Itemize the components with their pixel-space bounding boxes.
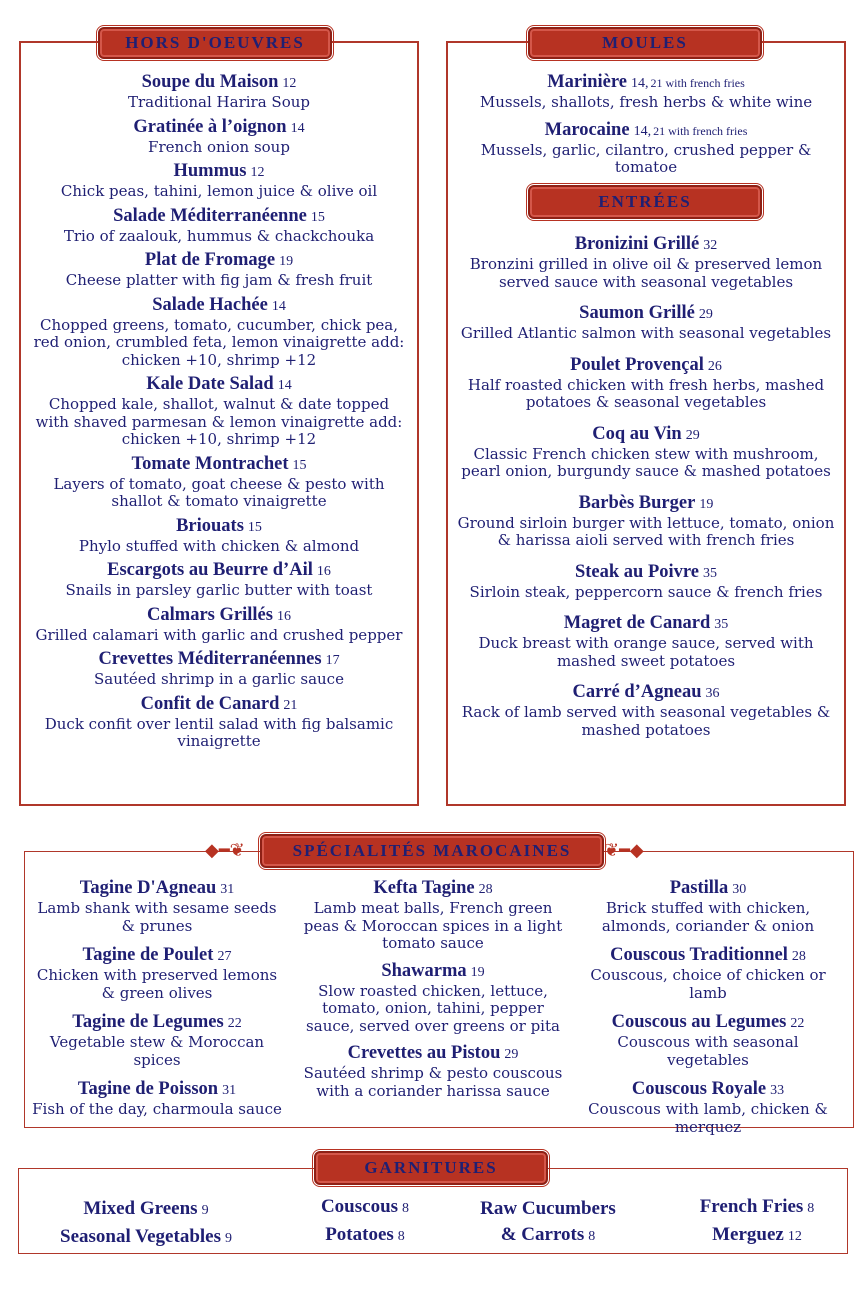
menu-item-title <box>452 303 840 325</box>
menu-item-name: Confit de Canard <box>140 693 280 714</box>
menu-item-price: 19 <box>470 964 485 980</box>
menu-item <box>452 562 840 602</box>
garniture-item: & Carrots 8 <box>500 1224 596 1245</box>
menu-item-price: 29 <box>504 1047 519 1062</box>
menu-item-name: Carré d’Agneau <box>572 682 702 702</box>
menu-item-name: Gratinée à l’oignon <box>133 116 287 137</box>
garniture-item: Raw Cucumbers <box>480 1198 616 1219</box>
menu-item <box>30 374 408 449</box>
menu-item-title <box>30 117 408 139</box>
menu-item-description: Chicken with preserved lemons & green olives <box>36 966 278 1002</box>
menu-item <box>452 120 840 177</box>
specialites-col-1 <box>30 878 284 1129</box>
menu-item-description: Bronzini grilled in olive oil & preserved lemon served sauce with seasonal vegetables <box>469 255 823 291</box>
menu-item <box>30 1012 284 1069</box>
menu-item <box>578 1012 838 1069</box>
menu-item-description: Grilled Atlantic salmon with seasonal vegetables <box>460 324 832 342</box>
garniture-col-1 <box>30 1196 262 1252</box>
menu-item-description: Ground sirloin burger with lettuce, tomato, onion & harissa aioli served with french fries <box>457 513 835 549</box>
menu-item-description: Half roasted chicken with fresh herbs, mashed potatoes & seasonal vegetables <box>467 375 825 411</box>
specialites-col-2 <box>300 878 566 1108</box>
menu-item-name: Tagine de Poulet <box>82 945 214 965</box>
hors-section-title: HORS D'OEUVRES <box>98 27 332 59</box>
left-flourish-icon: ◆━❦ <box>205 840 245 861</box>
garniture-col-3 <box>460 1196 636 1250</box>
menu-item-description: Couscous, choice of chicken or lamb <box>590 966 826 1002</box>
menu-item-price: 27 <box>217 949 232 964</box>
menu-item-description: Duck breast with orange sauce, served with mashed sweet potatoes <box>478 634 814 670</box>
menu-item-price: 12 <box>282 76 297 91</box>
menu-item-description: Snails in parsley garlic butter with toast <box>65 581 373 599</box>
menu-item-name: Kefta Tagine <box>373 878 475 898</box>
menu-item-description: Chopped kale, shallot, walnut & date topped with shaved parmesan & lemon vinaigrette add: chicken +10, shrimp +12 <box>35 395 403 448</box>
menu-item-title <box>300 961 566 983</box>
menu-item-name: Couscous au Legumes <box>611 1012 787 1032</box>
menu-item-name: Shawarma <box>381 960 467 981</box>
menu-item-description: Duck confit over lentil salad with fig balsamic vinaigrette <box>44 714 394 750</box>
menu-item-price: 16 <box>316 564 331 579</box>
garniture-col-2 <box>290 1194 440 1250</box>
menu-item <box>30 878 284 935</box>
menu-item-price: 16 <box>276 608 291 624</box>
menu-item-name: Plat de Fromage <box>144 250 276 270</box>
menu-item-description: Cheese platter with fig jam & fresh fruit <box>65 271 373 289</box>
menu-item-price: 32 <box>703 238 718 253</box>
menu-item-title <box>452 682 840 704</box>
menu-item <box>30 250 408 290</box>
menu-item <box>30 649 408 689</box>
menu-item-price: 36 <box>705 686 720 701</box>
menu-item-description: Chopped greens, tomato, cucumber, chick pea, red onion, crumbled feta, lemon vinaigrette add: chicken +10, shrimp +12 <box>33 315 405 369</box>
menu-item-title <box>30 516 408 538</box>
menu-item-price: 35 <box>703 565 718 581</box>
menu-item-title <box>452 355 840 377</box>
garnitures-section-title: GARNITURES <box>314 1151 548 1185</box>
menu-item-price: 14 <box>271 298 286 314</box>
menu-item <box>300 961 566 1036</box>
menu-item <box>452 613 840 670</box>
menu-item-price: 19 <box>279 254 294 269</box>
menu-item-title <box>30 1012 284 1034</box>
menu-item <box>578 945 838 1002</box>
menu-item-description: Trio of zaalouk, hummus & chackchouka <box>63 226 375 245</box>
menu-item-description: Lamb shank with sesame seeds & prunes <box>37 899 277 935</box>
moules-section-title: MOULES <box>528 27 762 59</box>
menu-item-description: Fish of the day, charmoula sauce <box>32 1100 282 1118</box>
menu-item-title <box>452 234 840 256</box>
menu-item <box>30 694 408 751</box>
menu-item <box>30 516 408 556</box>
entrees-items <box>452 234 840 751</box>
menu-item-description: Sautéed shrimp & pesto couscous with a coriander harissa sauce <box>303 1064 563 1100</box>
menu-item-name: Tagine de Poisson <box>77 1079 219 1099</box>
menu-item-price: 22 <box>790 1016 805 1031</box>
menu-item <box>30 72 408 112</box>
menu-item-price: 29 <box>698 307 713 322</box>
menu-item-note: 21 with french fries <box>653 123 748 138</box>
specialites-col-3 <box>578 878 838 1146</box>
menu-item-title <box>30 295 408 317</box>
hors-items <box>30 72 408 756</box>
menu-item-name: Salade Méditerranéenne <box>113 205 307 226</box>
menu-item-price: 31 <box>220 882 235 897</box>
garniture-item: French Fries 8 <box>699 1196 815 1217</box>
garniture-col-4 <box>672 1194 842 1250</box>
menu-item <box>30 161 408 201</box>
menu-item-description: Sirloin steak, peppercorn sauce & french fries <box>469 582 823 601</box>
menu-item <box>578 1079 838 1136</box>
menu-item-title <box>30 605 408 627</box>
menu-item-description: Phylo stuffed with chicken & almond <box>78 536 360 555</box>
menu-item-description: Vegetable stew & Moroccan spices <box>49 1033 265 1069</box>
menu-item-description: Rack of lamb served with seasonal vegetables & mashed potatoes <box>461 703 831 739</box>
menu-item-price: 33 <box>770 1083 785 1098</box>
menu-item-name: Couscous Royale <box>631 1079 767 1099</box>
menu-item-description: Grilled calamari with garlic and crushed pepper <box>35 625 403 644</box>
menu-item-price: 15 <box>310 209 325 225</box>
menu-item <box>30 1079 284 1119</box>
garniture-item: Seasonal Vegetables 9 <box>60 1226 232 1247</box>
menu-item-price: 14 <box>290 120 305 136</box>
menu-item-description: French onion soup <box>148 137 290 156</box>
menu-item-name: Magret de Canard <box>563 613 711 633</box>
menu-item-title <box>452 493 840 515</box>
menu-item-title <box>452 562 840 584</box>
garniture-item: Merguez 12 <box>712 1224 802 1245</box>
menu-item-title <box>578 878 838 900</box>
menu-item-title <box>300 1043 566 1065</box>
menu-item-price: 31 <box>222 1083 237 1098</box>
menu-item-price: 28 <box>478 882 493 897</box>
menu-item <box>30 560 408 600</box>
menu-item-title <box>452 72 840 94</box>
menu-item-name: Soupe du Maison <box>141 72 279 92</box>
menu-item-price: 14, <box>630 76 649 91</box>
menu-item-name: Briouats <box>176 515 244 536</box>
menu-item-price: 19 <box>699 496 714 512</box>
menu-item-note: 21 with french fries <box>650 76 745 90</box>
menu-item-name: Steak au Poivre <box>574 561 700 582</box>
menu-item-description: Mussels, shallots, fresh herbs & white wine <box>479 93 813 111</box>
menu-item-description: Chick peas, tahini, lemon juice & olive oil <box>60 182 378 200</box>
menu-item-price: 28 <box>791 949 806 964</box>
menu-item-price: 21 <box>283 697 298 713</box>
menu-item-description: Lamb meat balls, French green peas & Moroccan spices in a light tomato sauce <box>303 899 563 952</box>
menu-item <box>452 234 840 291</box>
menu-item <box>30 945 284 1002</box>
menu-item-description: Sautéed shrimp in a garlic sauce <box>94 670 344 688</box>
menu-item-name: Coq au Vin <box>592 423 682 444</box>
menu-item-title <box>30 161 408 183</box>
menu-item-title <box>30 878 284 900</box>
menu-item-description: Classic French chicken stew with mushroom, pearl onion, burgundy sauce & mashed potatoes <box>461 444 831 480</box>
menu-item <box>452 72 840 112</box>
menu-item-name: Tagine de Legumes <box>72 1012 224 1032</box>
menu-item-name: Escargots au Beurre d’Ail <box>107 560 313 580</box>
menu-item-title <box>30 374 408 396</box>
menu-item-title <box>30 560 408 582</box>
garniture-item: Potatoes 8 <box>325 1224 405 1245</box>
menu-item-name: Bronizini Grillé <box>574 234 700 254</box>
menu-item <box>30 117 408 157</box>
menu-item <box>30 605 408 645</box>
menu-item-price: 26 <box>707 358 722 374</box>
menu-item-title <box>452 120 840 142</box>
menu-item-price: 14, <box>633 123 652 139</box>
menu-item-title <box>30 945 284 967</box>
menu-item-title <box>452 613 840 635</box>
menu-item-price: 15 <box>292 457 307 473</box>
menu-item <box>300 878 566 953</box>
menu-item <box>578 878 838 935</box>
menu-item <box>452 424 840 481</box>
menu-item-name: Barbès Burger <box>578 492 696 513</box>
menu-item-title <box>30 694 408 716</box>
menu-item-title <box>30 206 408 228</box>
menu-item-name: Pastilla <box>669 878 729 898</box>
menu-item-description: Layers of tomato, goat cheese & pesto with shallot & tomato vinaigrette <box>53 474 385 510</box>
menu-item-title <box>452 424 840 446</box>
menu-item-name: Kale Date Salad <box>146 374 274 394</box>
menu-item-name: Marinière <box>547 72 627 92</box>
menu-item-description: Couscous with seasonal vegetables <box>617 1033 799 1069</box>
menu-item-price: 29 <box>685 427 700 443</box>
menu-item-name: Calmars Grillés <box>147 604 273 625</box>
menu-item <box>30 295 408 370</box>
menu-item-name: Salade Hachée <box>152 294 268 315</box>
garniture-item: Mixed Greens 9 <box>83 1198 209 1219</box>
menu-item-title <box>578 1079 838 1101</box>
menu-item-price: 12 <box>250 165 265 180</box>
menu-item-title <box>578 945 838 967</box>
specialites-section-title: SPÉCIALITÉS MAROCAINES <box>260 834 604 868</box>
menu-item-title <box>30 250 408 272</box>
menu-item-name: Crevettes au Pistou <box>347 1043 501 1063</box>
menu-item-description: Couscous with lamb, chicken & merquez <box>588 1100 828 1136</box>
menu-item <box>452 303 840 343</box>
menu-item <box>452 355 840 412</box>
menu-item <box>300 1043 566 1100</box>
menu-item-title <box>30 649 408 671</box>
entrees-section-title: ENTRÉES <box>528 185 762 219</box>
menu-item-price: 15 <box>247 519 262 535</box>
menu-item-name: Hummus <box>173 161 247 181</box>
menu-item-price: 35 <box>714 617 729 632</box>
menu-item-name: Poulet Provençal <box>570 354 704 375</box>
menu-item-description: Traditional Harira Soup <box>128 93 310 111</box>
menu-item-description: Mussels, garlic, cilantro, crushed pepper & tomatoe <box>480 140 812 176</box>
menu-item-name: Saumon Grillé <box>579 303 695 323</box>
menu-item-name: Couscous Traditionnel <box>610 945 788 965</box>
menu-item-price: 30 <box>732 882 747 897</box>
menu-item-title <box>300 878 566 900</box>
menu-item-title <box>30 1079 284 1101</box>
menu-item-price: 17 <box>325 653 340 668</box>
menu-item-title <box>578 1012 838 1034</box>
menu-item <box>30 454 408 511</box>
menu-item-description: Slow roasted chicken, lettuce, tomato, onion, tahini, pepper sauce, served over greens or pita <box>306 981 560 1035</box>
menu-item <box>452 682 840 739</box>
menu-item-title <box>30 454 408 476</box>
menu-item-name: Tomate Montrachet <box>131 453 289 474</box>
menu-item <box>452 493 840 550</box>
right-flourish-icon: ❦━◆ <box>604 840 644 861</box>
menu-item <box>30 206 408 246</box>
menu-item-description: Brick stuffed with chicken, almonds, coriander & onion <box>601 899 815 935</box>
moules-items <box>452 72 840 185</box>
menu-item-price: 22 <box>227 1016 242 1031</box>
menu-item-name: Crevettes Méditerranéennes <box>98 649 322 669</box>
menu-item-name: Tagine D'Agneau <box>79 878 217 898</box>
menu-item-name: Marocaine <box>544 119 630 140</box>
menu-item-price: 14 <box>277 378 292 393</box>
menu-item-title <box>30 72 408 94</box>
garniture-item: Couscous 8 <box>320 1196 410 1217</box>
